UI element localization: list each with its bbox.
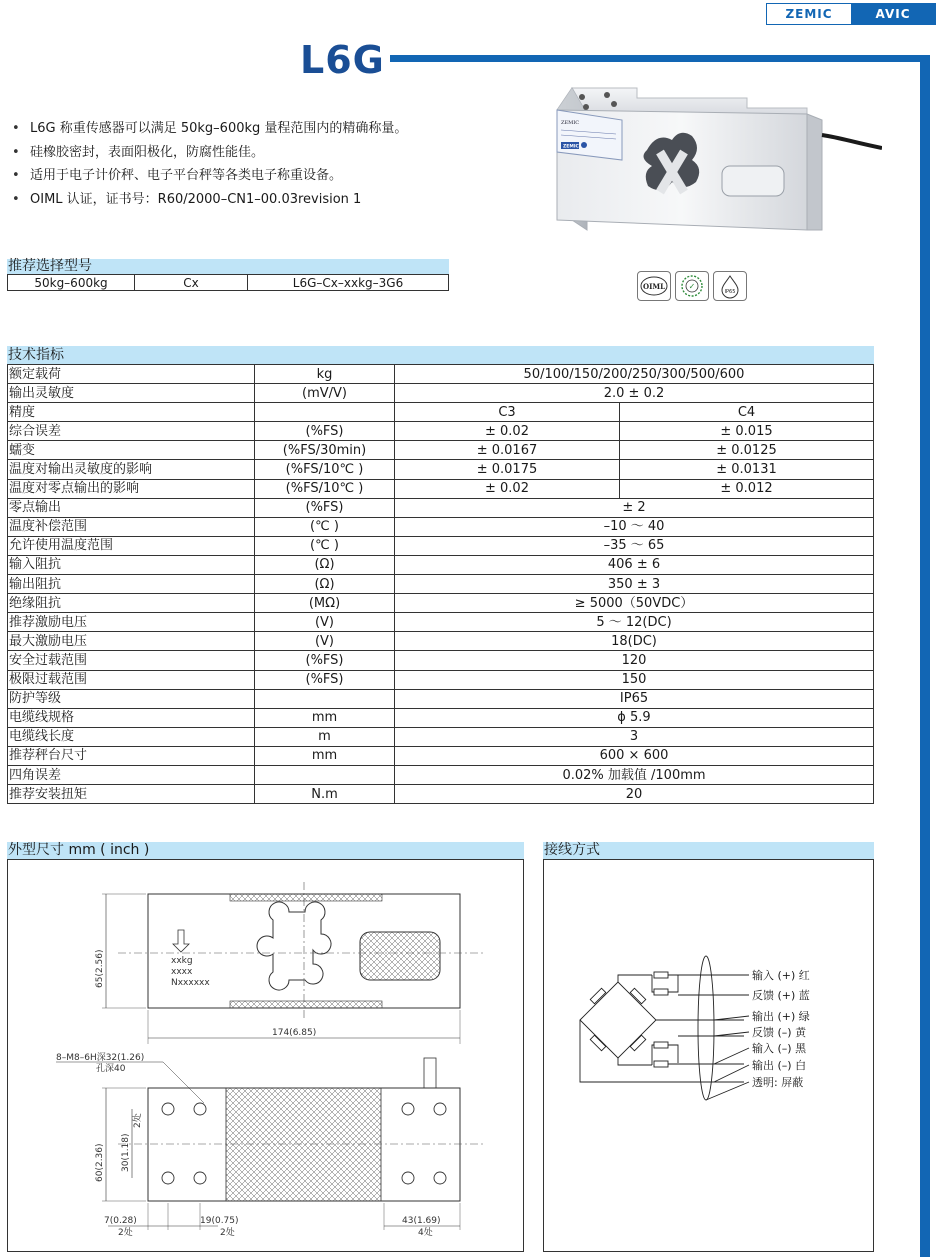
spec-name-cell: 推荐安装扭矩	[8, 785, 255, 804]
wire-label-shield: 透明: 屏蔽	[752, 1076, 804, 1089]
cert-icons	[637, 271, 747, 301]
spec-c3-cell: ± 0.02	[395, 422, 620, 441]
spec-value-cell: –10 ～ 40	[395, 517, 874, 536]
spec-name-cell: 四角误差	[8, 765, 255, 784]
spec-value-cell: ≥ 5000（50VDC）	[395, 594, 874, 613]
spec-name-cell: 精度	[8, 403, 255, 422]
spec-name-cell: 最大激励电压	[8, 632, 255, 651]
spec-unit-cell: m	[255, 727, 395, 746]
spec-value-cell: 150	[395, 670, 874, 689]
spec-name-cell: 允许使用温度范围	[8, 536, 255, 555]
quality-cert-icon	[675, 271, 709, 301]
page-title: L6G	[300, 38, 385, 82]
spec-name-cell: 电缆线长度	[8, 727, 255, 746]
pitch-two-places-label: 2处	[220, 1228, 235, 1238]
hole-spec-label: 8–M8–6H深32(1.26)	[56, 1053, 145, 1063]
spec-name-cell: 温度补偿范围	[8, 517, 255, 536]
feature-item: • L6G 称重传感器可以满足 50kg–600kg 量程范围内的精确称量。	[12, 121, 408, 136]
spec-unit-cell: mm	[255, 746, 395, 765]
spec-unit-cell: (Ω)	[255, 555, 395, 574]
table-row	[8, 275, 449, 291]
table-row	[8, 555, 874, 574]
marking-capacity: xxkg	[171, 956, 193, 966]
spec-unit-cell: (%FS/30min)	[255, 441, 395, 460]
dimensions-drawing-box	[7, 859, 524, 1252]
wiring-section	[543, 842, 874, 1252]
spec-value-cell: 5 ～ 12(DC)	[395, 613, 874, 632]
table-row	[8, 422, 874, 441]
brand-zemic: ZEMIC	[767, 4, 851, 24]
spec-unit-cell: (MΩ)	[255, 594, 395, 613]
spec-name-cell: 零点输出	[8, 498, 255, 517]
spec-name-cell: 输入阻抗	[8, 555, 255, 574]
spec-value-cell: 3	[395, 727, 874, 746]
spec-unit-cell: (℃ )	[255, 517, 395, 536]
spec-name-cell: 额定载荷	[8, 365, 255, 384]
wire-label-input-positive: 输入 (+) 红	[752, 969, 810, 982]
spec-unit-cell: (V)	[255, 613, 395, 632]
svg-text:✓: ✓	[688, 282, 696, 291]
model-selection-heading: 推荐选择型号	[7, 259, 449, 274]
spec-unit-cell: (Ω)	[255, 575, 395, 594]
spec-unit-cell: (%FS/10℃ )	[255, 460, 395, 479]
spec-value-cell: 120	[395, 651, 874, 670]
spec-unit-cell: (%FS)	[255, 422, 395, 441]
spec-unit-cell: (%FS)	[255, 498, 395, 517]
wiring-heading: 接线方式	[543, 842, 874, 859]
hole-depth-label: 孔深40	[96, 1064, 126, 1074]
product-label-brand: ZEMIC	[561, 120, 580, 126]
spec-name-cell: 电缆线规格	[8, 708, 255, 727]
spec-c4-cell: C4	[620, 403, 874, 422]
table-row	[8, 403, 874, 422]
wire-label-feedback-negative: 反馈 (–) 黄	[752, 1026, 807, 1039]
spec-c3-cell: ± 0.02	[395, 479, 620, 498]
ip65-icon	[713, 271, 747, 301]
spec-value-cell: 0.02% 加载值 /100mm	[395, 765, 874, 784]
product-label-logo: ZEMIC	[563, 144, 579, 150]
table-row	[8, 575, 874, 594]
spec-name-cell: 输出阻抗	[8, 575, 255, 594]
height-dimension: 65(2.56)	[95, 949, 105, 988]
spec-unit-cell: kg	[255, 365, 395, 384]
table-row	[8, 785, 874, 804]
wire-label-output-negative: 输出 (–) 白	[752, 1059, 807, 1072]
model-selection-table	[7, 274, 449, 291]
feature-item: • 适用于电子计价秤、电子平台秤等各类电子称重设备。	[12, 168, 343, 183]
table-row	[8, 632, 874, 651]
table-row	[8, 689, 874, 708]
table-row	[8, 460, 874, 479]
edge-two-places-label: 2处	[118, 1228, 133, 1238]
spec-value-cell: –35 ～ 65	[395, 536, 874, 555]
table-row	[8, 479, 874, 498]
spec-name-cell: 极限过载范围	[8, 670, 255, 689]
spec-c3-cell: C3	[395, 403, 620, 422]
spec-name-cell: 综合误差	[8, 422, 255, 441]
spec-name-cell: 推荐激励电压	[8, 613, 255, 632]
spec-value-cell: 2.0 ± 0.2	[395, 384, 874, 403]
product-photo	[552, 80, 882, 240]
spec-value-cell: ϕ 5.9	[395, 708, 874, 727]
spec-name-cell: 安全过载范围	[8, 651, 255, 670]
spec-name-cell: 蠕变	[8, 441, 255, 460]
dimensions-heading: 外型尺寸 mm ( inch )	[7, 842, 524, 859]
two-places-label: 2处	[133, 1113, 143, 1128]
feature-list	[12, 117, 407, 211]
length-dimension: 174(6.85)	[272, 1028, 317, 1038]
spec-unit-cell	[255, 403, 395, 422]
table-row	[8, 441, 874, 460]
spec-unit-cell	[255, 765, 395, 784]
spec-value-cell: ± 2	[395, 498, 874, 517]
spec-name-cell: 输出灵敏度	[8, 384, 255, 403]
oiml-icon	[637, 271, 671, 301]
table-row	[8, 517, 874, 536]
svg-text:OIML: OIML	[642, 282, 666, 291]
table-row	[8, 365, 874, 384]
table-row	[8, 670, 874, 689]
model-code-cell: L6G–Cx–xxkg–3G6	[248, 275, 449, 291]
marking-serial: xxxx	[171, 967, 193, 977]
wire-label-output-positive: 输出 (+) 绿	[752, 1010, 810, 1023]
svg-text:IP65: IP65	[724, 289, 736, 295]
feature-item: • OIML 认证，证书号：R60/2000–CN1–00.03revision 1	[12, 191, 362, 207]
wiring-diagram-box	[543, 859, 874, 1252]
table-row	[8, 613, 874, 632]
table-row	[8, 498, 874, 517]
specs-table	[7, 364, 874, 804]
spec-name-cell: 温度对零点输出的影响	[8, 479, 255, 498]
model-range-cell: 50kg–600kg	[8, 275, 135, 291]
model-accuracy-cell: Cx	[135, 275, 248, 291]
specs-section	[7, 346, 874, 804]
feature-item: • 硅橡胶密封，表面阳极化，防腐性能佳。	[12, 144, 265, 160]
table-row	[8, 384, 874, 403]
spec-value-cell: 350 ± 3	[395, 575, 874, 594]
wire-label-feedback-positive: 反馈 (+) 蓝	[752, 989, 810, 1002]
spec-unit-cell: (℃ )	[255, 536, 395, 555]
dimensions-section	[7, 842, 524, 1252]
spec-value-cell: 406 ± 6	[395, 555, 874, 574]
spec-name-cell: 绝缘阻抗	[8, 594, 255, 613]
wire-label-input-negative: 输入 (–) 黑	[752, 1042, 807, 1055]
end-distance-dimension: 43(1.69)	[402, 1216, 441, 1226]
spec-c4-cell: ± 0.015	[620, 422, 874, 441]
hole-pitch-dimension: 19(0.75)	[200, 1216, 239, 1226]
hole-span-dimension: 30(1.18)	[121, 1133, 131, 1172]
spec-unit-cell: (%FS)	[255, 670, 395, 689]
marking-number: Nxxxxxx	[171, 978, 210, 988]
page-side-rule	[920, 55, 930, 1257]
spec-unit-cell: mm	[255, 708, 395, 727]
width-dimension: 60(2.36)	[95, 1143, 105, 1182]
spec-c4-cell: ± 0.0125	[620, 441, 874, 460]
spec-unit-cell: (V)	[255, 632, 395, 651]
specs-heading: 技术指标	[7, 346, 874, 364]
title-rule	[390, 55, 925, 62]
spec-unit-cell: (mV/V)	[255, 384, 395, 403]
spec-c3-cell: ± 0.0175	[395, 460, 620, 479]
spec-value-cell: 50/100/150/200/250/300/500/600	[395, 365, 874, 384]
table-row	[8, 765, 874, 784]
spec-value-cell: 20	[395, 785, 874, 804]
spec-c4-cell: ± 0.0131	[620, 460, 874, 479]
spec-unit-cell: N.m	[255, 785, 395, 804]
spec-name-cell: 防护等级	[8, 689, 255, 708]
spec-value-cell: 18(DC)	[395, 632, 874, 651]
four-places-label: 4处	[418, 1228, 433, 1238]
spec-value-cell: IP65	[395, 689, 874, 708]
spec-unit-cell	[255, 689, 395, 708]
table-row	[8, 708, 874, 727]
table-row	[8, 746, 874, 765]
table-row	[8, 536, 874, 555]
spec-unit-cell: (%FS/10℃ )	[255, 479, 395, 498]
dimension-drawing	[8, 860, 523, 1251]
spec-unit-cell: (%FS)	[255, 651, 395, 670]
spec-c3-cell: ± 0.0167	[395, 441, 620, 460]
edge-distance-dimension: 7(0.28)	[104, 1216, 137, 1226]
spec-name-cell: 推荐秤台尺寸	[8, 746, 255, 765]
spec-c4-cell: ± 0.012	[620, 479, 874, 498]
spec-name-cell: 温度对输出灵敏度的影响	[8, 460, 255, 479]
table-row	[8, 594, 874, 613]
model-selection	[7, 259, 449, 291]
wiring-diagram	[544, 860, 873, 1251]
brand-avic: AVIC	[851, 4, 935, 24]
brand-tabs	[766, 3, 936, 25]
table-row	[8, 651, 874, 670]
table-row	[8, 727, 874, 746]
spec-value-cell: 600 × 600	[395, 746, 874, 765]
